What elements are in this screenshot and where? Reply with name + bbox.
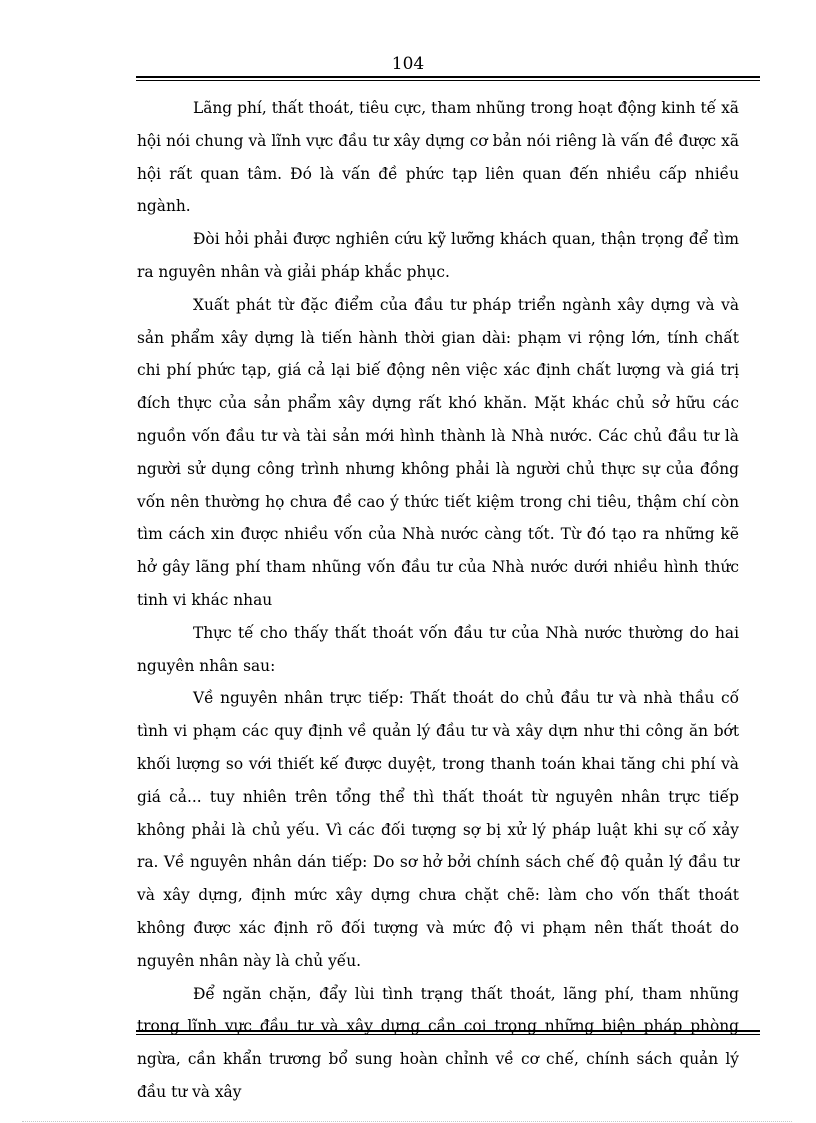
paragraph-3: Xuất phát từ đặc điểm của đầu tư pháp triển ngành xây dựng và và sản phẩm xây dựng là tiến hành thời gian dài: phạm vi rộng lớn, tính chất chi phí phức tạp, giá cả lại biế động nên việc xác định chất lượng và giá trị đích thực của sản phẩm xây dựng rất khó khăn. Mặt khác chủ sở hữu các nguồn vốn đầu tư và tài sản mới hình thành là Nhà nước. Các chủ đầu tư là người sử dụng công trình nhưng không phải là người chủ thực sự của đồng vốn nên thường họ chưa đề cao ý thức tiết kiệm trong chi tiêu, thậm chí còn tìm cách xin được nhiều vốn của Nhà nước càng tốt. Từ đó tạo ra những kẽ hở gây lãng phí tham nhũng vốn đầu tư của Nhà nước dưới nhiều hình thức tinh vi khác nhau	[137, 295, 739, 609]
page-edge-divider	[22, 1121, 792, 1122]
body-text	[137, 92, 739, 1109]
footer-rule	[136, 1030, 760, 1035]
paragraph-2: Đòi hỏi phải được nghiên cứu kỹ lưỡng khách quan, thận trọng để tìm ra nguyên nhân và giải pháp khắc phục.	[137, 230, 739, 281]
paragraph-4: Thực tế cho thấy thất thoát vốn đầu tư của Nhà nước thường do hai nguyên nhân sau:	[137, 623, 739, 675]
paragraph-5: Về nguyên nhân trực tiếp: Thất thoát do chủ đầu tư và nhà thầu cố tình vi phạm các quy định về quản lý đầu tư và xây dựn như thi công ăn bớt khối lượng so với thiết kế được duyệt, trong thanh toán khai tăng chi phí và giá cả... tuy nhiên trên tổng thể thì thất thoát từ nguyên nhân trực tiếp không phải là chủ yếu. Vì các đối tượng sợ bị xử lý pháp luật khi sự cố xảy ra. Về nguyên nhân dán tiếp: Do sơ hở bởi chính sách chế độ quản lý đầu tư và xây dựng, định mức xây dựng chưa chặt chẽ: làm cho vốn thất thoát không được xác định rõ đối tượng và mức độ vi phạm nên thất thoát do nguyên nhân này là chủ yếu.	[137, 689, 739, 970]
paragraph-1: Lãng phí, thất thoát, tiêu cực, tham nhũng trong hoạt động kinh tế xã hội nói chung và lĩnh vực đầu tư xây dựng cơ bản nói riêng là vấn đề được xã hội rất quan tâm. Đó là vấn đề phức tạp liên quan đến nhiều cấp nhiều ngành.	[137, 99, 739, 216]
paragraph-6: Để ngăn chặn, đẩy lùi tình trạng thất thoát, lãng phí, tham nhũng trong lĩnh vực đầu tư và xây dựng cần coi trọng những biện pháp phòng ngừa, cần khẩn trương bổ sung hoàn chỉnh về cơ chế, chính sách quản lý đầu tư và xây	[137, 984, 739, 1101]
page-number: 104	[391, 54, 425, 74]
header-rule	[136, 76, 760, 81]
